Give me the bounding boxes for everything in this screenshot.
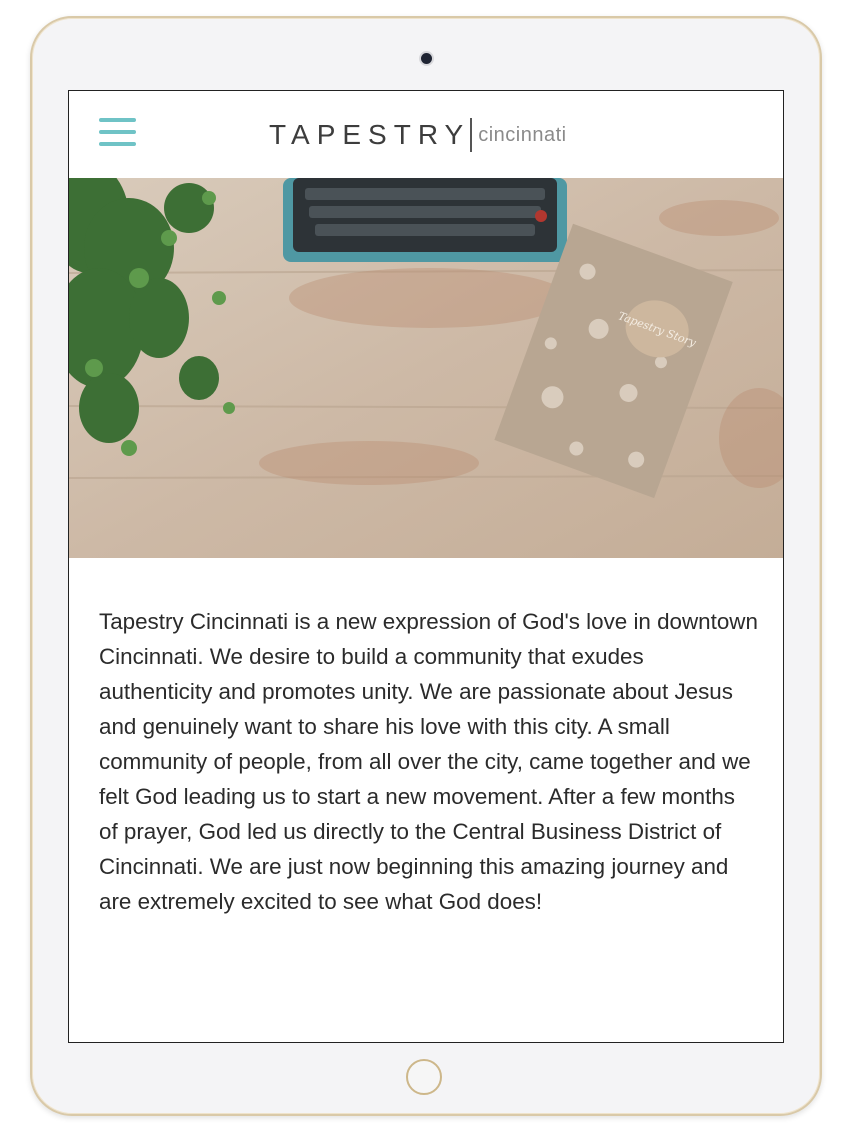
notebook-label: Tapestry Story: [616, 309, 698, 350]
home-button[interactable]: [406, 1059, 442, 1095]
hero-image: [69, 178, 783, 558]
typewriter-graphic: [283, 178, 567, 262]
logo-divider: [470, 118, 472, 152]
hamburger-menu-icon[interactable]: [99, 118, 137, 148]
camera-dot: [421, 53, 432, 64]
logo-subtitle: cincinnati: [478, 123, 567, 146]
about-paragraph: Tapestry Cincinnati is a new expression of God's love in downtown Cincinnati. We desire to build a community that exudes authenticity and promotes unity. We are passionate about Jesus and genuinely want to share his love with this city. A small community of people, from all over the city, came together and we felt God leading us to start a new movement. After a few months of prayer, God led us directly to the Central Business District of Cincinnati. We are just now beginning this amazing journey and are extremely excited to see what God does!: [99, 609, 758, 914]
navbar: [69, 91, 783, 177]
logo-title: TAPESTRY: [269, 119, 471, 150]
about-section: [99, 604, 759, 919]
app-screen: [68, 90, 784, 1043]
logo[interactable]: [269, 115, 567, 155]
